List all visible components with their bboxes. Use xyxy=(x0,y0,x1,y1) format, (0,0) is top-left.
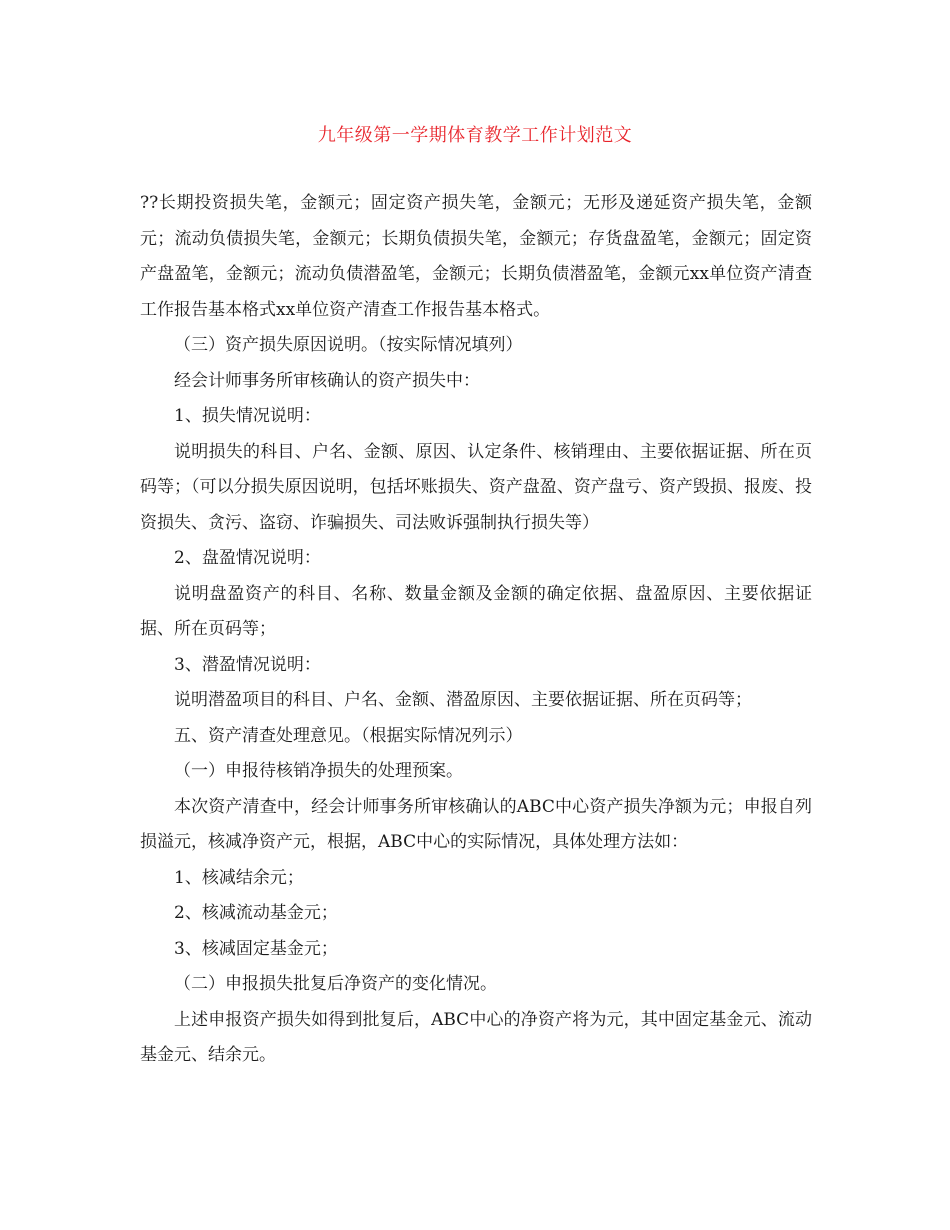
paragraph: 1、损失情况说明： xyxy=(174,406,321,426)
paragraph: （三）资产损失原因说明。（按实际情况填列） xyxy=(174,335,523,355)
paragraph: 2、盘盈情况说明： xyxy=(174,548,321,568)
paragraph: 3、核减固定基金元； xyxy=(174,938,338,959)
paragraph: （二）申报损失批复后净资产的变化情况。 xyxy=(174,974,497,994)
paragraph: （一）申报待核销净损失的处理预案。 xyxy=(174,761,463,781)
paragraph: 本次资产清查中，经会计师事务所审核确认的ABC中心资产损失净额为元；申报自列损溢元，核减净资产元，根据，ABC中心的实际情况，具体处理方法如： xyxy=(140,796,812,852)
paragraph: 说明潜盈项目的科目、户名、金额、潜盈原因、主要依据证据、所在页码等； xyxy=(174,690,752,710)
paragraph: 经会计师事务所审核确认的资产损失中： xyxy=(174,370,480,391)
document-body xyxy=(140,186,812,1074)
paragraph: 上述申报资产损失如得到批复后，ABC中心的净资产将为元，其中固定基金元、流动基金元、结余元。 xyxy=(140,1009,812,1065)
paragraph: 说明损失的科目、户名、金额、原因、认定条件、核销理由、主要依据证据、所在页码等；（可以分损失原因说明，包括坏账损失、资产盘盈、资产盘亏、资产毁损、报废、投资损失、贪污、盗窃、诈骗损失、司法败诉强制执行损失等） xyxy=(140,441,812,533)
document-title: 九年级第一学期体育教学工作计划范文 xyxy=(317,125,633,146)
paragraph: 五、资产清查处理意见。（根据实际情况列示） xyxy=(174,725,523,746)
paragraph: 说明盘盈资产的科目、名称、数量金额及金额的确定依据、盘盈原因、主要依据证据、所在页码等； xyxy=(140,583,812,639)
paragraph: 1、核减结余元； xyxy=(174,867,304,888)
paragraph: 2、核减流动基金元； xyxy=(174,903,338,923)
paragraph: 3、潜盈情况说明： xyxy=(174,654,321,675)
paragraph: ??长期投资损失笔，金额元；固定资产损失笔，金额元；无形及递延资产损失笔，金额元；流动负债损失笔，金额元；长期负债损失笔，金额元；存货盘盈笔，金额元；固定资产盘盈笔，金额元；流动负债潜盈笔，金额元；长期负债潜盈笔，金额元xx单位资产清查工作报告基本格式xx单位资产清查工作报告基本格式。 xyxy=(140,193,812,320)
